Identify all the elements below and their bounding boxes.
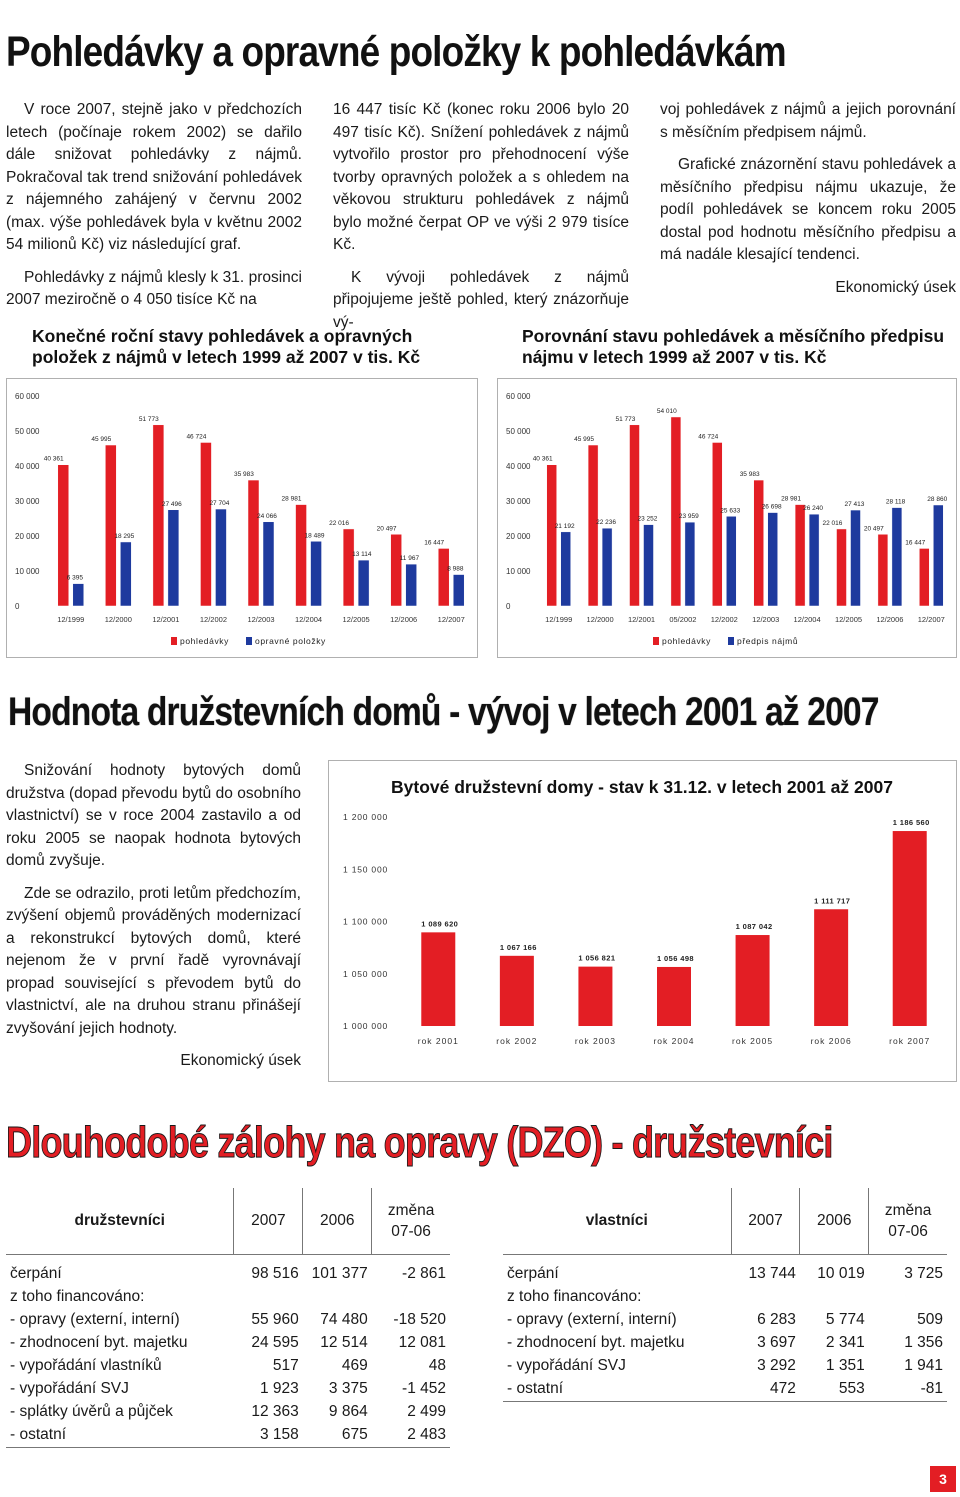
table-row — [6, 1286, 450, 1309]
table-cell: 469 — [341, 1357, 368, 1374]
table-row — [503, 1309, 947, 1332]
table-cell: 3 158 — [234, 1424, 303, 1448]
table-cell: 3 292 — [757, 1357, 796, 1374]
bar-series-1 — [391, 534, 402, 606]
chart3-housing-value — [329, 761, 956, 1081]
bar-series-2 — [933, 505, 943, 606]
data-label: 16 447 — [424, 539, 445, 547]
table-cell: -2 861 — [402, 1265, 446, 1282]
data-label: 20 497 — [376, 525, 397, 533]
table-body — [6, 1254, 450, 1447]
data-label: 1 186 560 — [892, 818, 930, 828]
y-tick-label: 1 050 000 — [343, 968, 389, 979]
header-cell: změna 07-06 — [372, 1188, 450, 1254]
bar-series-1 — [200, 442, 211, 606]
text-column-housing — [6, 760, 301, 1083]
bar — [893, 831, 927, 1026]
bar — [500, 956, 534, 1026]
chart1-title: Konečné roční stavy pohledávek a opravných položek z nájmů v letech 1999 až 2007 v tis. Kč — [32, 326, 421, 367]
table-cell — [800, 1286, 869, 1309]
data-label: 35 983 — [234, 471, 254, 479]
table-cell — [372, 1286, 450, 1309]
x-tick-label: 12/2005 — [834, 615, 863, 624]
legend-label: předpis nájmů — [737, 636, 799, 646]
text-column-2 — [333, 99, 629, 344]
data-label: 46 724 — [186, 433, 207, 441]
table-cell: 2 483 — [372, 1424, 450, 1448]
table-row — [503, 1286, 947, 1309]
table-cell: 3 375 — [328, 1380, 368, 1397]
table-owners — [503, 1188, 947, 1402]
table-cell: 12 081 — [398, 1334, 446, 1351]
bar-series-1 — [547, 465, 557, 606]
data-label: 1 056 498 — [657, 953, 694, 963]
table-cell: -81 — [869, 1378, 947, 1402]
y-tick-label: 20 000 — [15, 532, 40, 541]
data-label: 40 361 — [532, 455, 553, 463]
y-tick-label: 10 000 — [506, 567, 531, 576]
y-tick-label: 20 000 — [506, 532, 531, 541]
legend-swatch — [171, 637, 177, 645]
x-tick-label: 12/2006 — [390, 615, 418, 624]
data-label: 24 066 — [257, 512, 277, 520]
table-header-row — [503, 1188, 947, 1254]
page-number: 3 — [930, 1466, 956, 1492]
data-label: 46 724 — [698, 433, 719, 441]
x-tick-label: rok 2006 — [810, 1036, 852, 1046]
table-cell: 2 341 — [825, 1334, 865, 1351]
paragraph: Grafické znázornění stavu pohledávek a měsíčního předpisu nájmu ukazuje, že podíl pohledávek se koncem roku 2005 dostal pod hodnotu měsíčního předpisu a má nadále klesající tendenci. — [660, 156, 956, 263]
data-label: 1 087 042 — [735, 922, 773, 932]
row-label: - zhodnocení byt. majetku — [10, 1334, 188, 1351]
table-cell: 12 514 — [320, 1334, 368, 1351]
paragraph: Snižování hodnoty bytových domů družstva (dopad převodu bytů do osobního vlastnictví) se v roce 2004 zastavilo a od roku 2005 se naopak hodnota bytových domů zvyšuje. — [6, 762, 301, 869]
bar-series-1 — [919, 548, 929, 606]
bar-series-1 — [153, 425, 164, 606]
bar-series-2 — [892, 508, 902, 606]
row-label: - vypořádání SVJ — [507, 1357, 626, 1374]
paragraph: K vývoji pohledávek z nájmů připojujeme ještě pohled, který znázorňuje vý- — [333, 268, 629, 331]
x-tick-label: 12/1999 — [545, 615, 573, 624]
data-label: 27 496 — [161, 500, 182, 508]
chart3-title: Bytové družstevní domy - stav k 31.12. v letech 2001 až 2007 — [391, 777, 893, 797]
x-tick-label: 12/2007 — [437, 615, 465, 624]
header-cell: 2006 — [303, 1188, 372, 1254]
table-row — [503, 1378, 947, 1402]
table-cell: 24 595 — [251, 1334, 299, 1351]
table-cell: 98 516 — [251, 1265, 299, 1282]
table-cell — [869, 1286, 947, 1309]
row-label: z toho financováno: — [10, 1288, 145, 1305]
x-tick-label: 12/2003 — [247, 615, 275, 624]
data-label: 16 447 — [905, 539, 926, 547]
bar-series-2 — [685, 522, 695, 606]
x-tick-label: 12/1999 — [57, 615, 85, 624]
data-label: 18 489 — [304, 532, 325, 540]
header-cell: 2007 — [234, 1188, 303, 1254]
data-label: 20 497 — [863, 525, 884, 533]
table-cell: 517 — [272, 1357, 299, 1374]
table-cell: 553 — [800, 1378, 869, 1402]
data-label: 25 633 — [720, 507, 741, 515]
bar-series-2 — [453, 575, 464, 606]
data-label: 1 089 620 — [421, 919, 459, 929]
data-label: 23 959 — [678, 513, 699, 521]
row-label: - opravy (externí, interní) — [10, 1311, 180, 1328]
x-tick-label: 12/2007 — [917, 615, 945, 624]
bar-series-2 — [263, 522, 274, 606]
bar — [814, 909, 848, 1026]
x-tick-label: 05/2002 — [669, 615, 697, 624]
bar-series-2 — [726, 516, 736, 606]
table-cell: 1 351 — [825, 1357, 865, 1374]
text-column-1 — [6, 99, 302, 322]
bar-series-2 — [215, 509, 226, 606]
data-label: 54 010 — [656, 407, 677, 415]
paragraph: V roce 2007, stejně jako v předchozích letech (počínaje rokem 2002) se dařilo dále snižovat pohledávky z nájmů. Pokračoval tak trend snižování pohledávek z nájemného zahájený v červnu 2002 (max. výše pohledávek byla v květnu 2002 54 milionů Kč) viz následující graf. — [6, 101, 302, 253]
bar-series-1 — [671, 417, 681, 606]
bar-series-1 — [754, 480, 764, 606]
bar-series-1 — [105, 445, 116, 606]
row-label: - opravy (externí, interní) — [507, 1311, 677, 1328]
row-label: - zhodnocení byt. majetku — [507, 1334, 685, 1351]
y-tick-label: 10 000 — [15, 567, 40, 576]
bar-series-2 — [561, 532, 571, 606]
table-row — [503, 1355, 947, 1378]
data-label: 1 111 717 — [814, 896, 851, 906]
data-label: 21 192 — [554, 522, 575, 530]
bar-series-2 — [644, 525, 654, 606]
table-cell — [303, 1286, 372, 1309]
x-tick-label: 12/2001 — [627, 615, 656, 624]
bar-series-2 — [851, 510, 861, 606]
bar-series-1 — [438, 548, 449, 606]
x-tick-label: 12/2004 — [793, 615, 821, 624]
chart3-frame — [328, 760, 957, 1082]
bar-series-2 — [358, 560, 369, 606]
table-cell: -1 452 — [402, 1380, 446, 1397]
bar — [657, 967, 691, 1026]
y-tick-label: 1 150 000 — [343, 864, 389, 875]
bar-series-1 — [795, 505, 805, 606]
text-column-3 — [660, 99, 956, 309]
bar — [421, 932, 455, 1026]
bar-series-1 — [58, 465, 69, 606]
bar — [578, 967, 612, 1026]
data-label: 1 067 166 — [499, 942, 537, 952]
bar-series-2 — [120, 542, 131, 606]
table-cell: 13 744 — [748, 1265, 796, 1282]
legend-swatch — [653, 637, 659, 645]
table-row — [503, 1332, 947, 1355]
table-cell — [234, 1286, 303, 1309]
table-cell: 6 283 — [757, 1311, 796, 1328]
data-label: 45 995 — [91, 436, 112, 444]
data-label: 8 988 — [447, 565, 464, 573]
y-tick-label: 30 000 — [506, 497, 531, 506]
table-row — [6, 1401, 450, 1424]
bar-series-1 — [837, 529, 847, 606]
legend-swatch — [728, 637, 734, 645]
bar-series-2 — [768, 513, 778, 606]
table-row — [6, 1254, 450, 1286]
data-label: 13 114 — [352, 551, 372, 559]
table-cell: 509 — [917, 1311, 943, 1328]
row-label: z toho financováno: — [507, 1288, 642, 1305]
signature: Ekonomický úsek — [835, 278, 956, 296]
x-tick-label: rok 2005 — [732, 1036, 774, 1046]
x-tick-label: 12/2000 — [586, 615, 614, 624]
table-row — [6, 1332, 450, 1355]
data-label: 11 967 — [399, 555, 420, 563]
x-tick-label: 12/2005 — [342, 615, 370, 624]
signature: Ekonomický úsek — [180, 1052, 301, 1069]
bar-series-2 — [73, 584, 84, 606]
data-label: 22 236 — [596, 519, 616, 527]
paragraph: 16 447 tisíc Kč (konec roku 2006 bylo 20 497 tisíc Kč). Snížení pohledávek z nájmů vytvořilo prostor pro přehodnocení výše tvorby opravných položek a s ohledem na věkovou strukturu pohledávek z nájmů bylo možné čerpat OP ve výši 2 979 tisíce Kč. — [333, 101, 629, 253]
header-cell: vlastníci — [503, 1188, 731, 1254]
row-label: čerpání — [10, 1265, 62, 1282]
table-cell: 1 356 — [904, 1334, 943, 1351]
table-cell: -18 520 — [393, 1311, 446, 1328]
data-label: 51 773 — [615, 415, 636, 423]
header-cell: změna 07-06 — [869, 1188, 947, 1254]
x-tick-label: rok 2001 — [417, 1036, 459, 1046]
section-title-receivables: Pohledávky a opravné položky k pohledávkám — [6, 28, 786, 76]
y-tick-label: 0 — [506, 602, 511, 611]
table-cell: 1 941 — [904, 1357, 943, 1374]
x-tick-label: 12/2000 — [104, 615, 132, 624]
y-tick-label: 50 000 — [15, 427, 40, 436]
table-cell: 101 377 — [311, 1265, 368, 1282]
legend-swatch — [246, 637, 252, 645]
data-label: 27 704 — [209, 500, 230, 508]
table-header-row — [6, 1188, 450, 1254]
table-cell: 472 — [731, 1378, 800, 1402]
table-cell: 12 363 — [251, 1403, 299, 1420]
paragraph: voj pohledávek z nájmů a jejich porovnání s měsíčním předpisem nájmů. — [660, 101, 956, 141]
header-cell: družstevníci — [6, 1188, 234, 1254]
y-tick-label: 30 000 — [15, 497, 40, 506]
chart1-receivables-provisions — [7, 379, 477, 657]
legend-label: opravné položky — [255, 636, 326, 646]
bar — [736, 935, 770, 1026]
data-label: 18 295 — [114, 532, 135, 540]
table-body — [503, 1254, 947, 1401]
chart1-frame — [6, 378, 478, 658]
paragraph: Pohledávky z nájmů klesly k 31. prosinci 2007 meziročně o 4 050 tisíce Kč na — [6, 268, 302, 308]
paragraph: Zde se odrazilo, proti letům předchozím, zvýšení objemů prováděných modernizací a rekonstrukcí bytových domů, které nejenom že v první řadě vyrovnávají propad související s převodem bytů do vlastnictví, ale na druhou stranu přinášejí zvyšování jejich hodnoty. — [6, 884, 301, 1037]
x-tick-label: 12/2002 — [199, 615, 228, 624]
chart2-frame — [497, 378, 957, 658]
data-label: 22 016 — [822, 519, 843, 527]
chart2-title: Porovnání stavu pohledávek a měsíčního předpisu nájmu v letech 1999 až 2007 v tis. Kč — [522, 326, 945, 367]
table-cell — [731, 1286, 800, 1309]
bar-series-2 — [602, 528, 612, 606]
header-cell: 2007 — [731, 1188, 800, 1254]
chart2-receivables-vs-rent — [498, 379, 956, 657]
data-label: 22 016 — [329, 519, 350, 527]
data-label: 26 240 — [803, 505, 823, 513]
y-tick-label: 60 000 — [506, 392, 531, 401]
x-tick-label: 12/2006 — [876, 615, 904, 624]
table-cell: 1 923 — [259, 1380, 299, 1397]
table-cell: 10 019 — [817, 1265, 865, 1282]
table-cell: 3 725 — [904, 1265, 943, 1282]
table-row — [6, 1424, 450, 1448]
x-tick-label: rok 2007 — [889, 1036, 931, 1046]
bar-series-1 — [248, 480, 259, 606]
table-cell: 74 480 — [320, 1311, 368, 1328]
data-label: 26 698 — [761, 503, 782, 511]
table-cell: 3 697 — [757, 1334, 796, 1351]
bar-series-2 — [168, 510, 179, 606]
y-tick-label: 40 000 — [506, 462, 531, 471]
y-tick-label: 1 100 000 — [343, 916, 389, 927]
table-cell: 9 864 — [328, 1403, 368, 1420]
table-cell: 55 960 — [251, 1311, 299, 1328]
x-tick-label: rok 2004 — [653, 1036, 695, 1046]
table-row — [6, 1355, 450, 1378]
x-tick-label: rok 2003 — [574, 1036, 616, 1046]
bar-series-1 — [296, 505, 307, 606]
y-tick-label: 0 — [15, 602, 20, 611]
data-label: 27 413 — [844, 501, 865, 509]
table-cell: 2 499 — [407, 1403, 446, 1420]
data-label: 40 361 — [43, 455, 64, 463]
bar-series-1 — [878, 534, 888, 606]
data-label: 1 056 821 — [578, 953, 616, 963]
data-label: 28 860 — [927, 495, 948, 503]
table-row — [503, 1254, 947, 1286]
table-cell: 5 774 — [825, 1311, 865, 1328]
bar-series-2 — [406, 564, 417, 606]
section-title-housing-value: Hodnota družstevních domů - vývoj v letech 2001 až 2007 — [8, 690, 879, 734]
table-row — [6, 1378, 450, 1401]
legend-label: pohledávky — [180, 636, 230, 646]
x-tick-label: 12/2001 — [152, 615, 180, 624]
y-tick-label: 60 000 — [15, 392, 40, 401]
x-tick-label: 12/2004 — [294, 615, 323, 624]
data-label: 28 118 — [885, 498, 906, 506]
table-row — [6, 1309, 450, 1332]
table-cell: 48 — [428, 1357, 446, 1374]
header-cell: 2006 — [800, 1188, 869, 1254]
data-label: 23 252 — [637, 515, 658, 523]
legend-label: pohledávky — [662, 636, 712, 646]
row-label: - splátky úvěrů a půjček — [10, 1403, 173, 1420]
y-tick-label: 50 000 — [506, 427, 531, 436]
data-label: 35 983 — [739, 471, 760, 479]
data-label: 6 395 — [66, 574, 84, 582]
bar-series-2 — [311, 541, 322, 606]
x-tick-label: rok 2002 — [496, 1036, 538, 1046]
data-label: 28 981 — [281, 495, 302, 503]
y-tick-label: 1 200 000 — [343, 812, 389, 822]
bar-series-1 — [343, 529, 354, 606]
x-tick-label: 12/2003 — [752, 615, 780, 624]
data-label: 28 981 — [781, 495, 801, 503]
row-label: - ostatní — [503, 1378, 731, 1402]
bar-series-1 — [712, 442, 722, 606]
bar-series-2 — [809, 514, 819, 606]
row-label: čerpání — [507, 1265, 559, 1282]
row-label: - ostatní — [6, 1424, 234, 1448]
table-cooperative-members — [6, 1188, 450, 1448]
table-cell: 675 — [303, 1424, 372, 1448]
x-tick-label: 12/2002 — [710, 615, 738, 624]
y-tick-label: 1 000 000 — [343, 1021, 389, 1031]
data-label: 51 773 — [138, 415, 159, 423]
data-label: 45 995 — [574, 436, 594, 444]
row-label: - vypořádání SVJ — [10, 1380, 129, 1397]
row-label: - vypořádání vlastníků — [10, 1357, 162, 1374]
y-tick-label: 40 000 — [15, 462, 40, 471]
section-title-dzo: Dlouhodobé zálohy na opravy (DZO) - družstevníci — [6, 1118, 833, 1167]
